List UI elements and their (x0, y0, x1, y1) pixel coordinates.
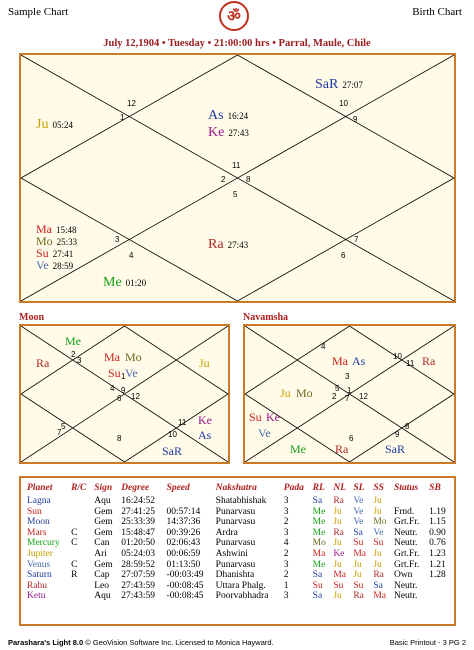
table-cell-nl: Su (333, 580, 344, 591)
table-cell-rc (69, 496, 92, 507)
navamsha-planet-su: Su (249, 410, 262, 424)
table-cell-pada: 3 (283, 559, 289, 570)
house-number-9: 9 (121, 386, 126, 395)
table-cell-planet: Venus (27, 559, 51, 570)
moon-planet-sar: SaR (162, 444, 183, 458)
table-cell-sb: 0.90 (429, 527, 446, 538)
planet-degree: 28:59 (52, 261, 74, 271)
house-number-7: 7 (57, 428, 62, 437)
table-cell-nak: Shatabhishak (215, 496, 267, 506)
table-cell-speed: -00:08:45 (166, 591, 204, 602)
footer-copyright: © GeoVision Software Inc. Licensed to Monica Hayward. (85, 638, 274, 647)
table-cell-rl: Me (312, 527, 326, 538)
table-cell-sign: Gem (94, 559, 113, 570)
house-number-4: 4 (321, 342, 326, 351)
table-cell-status: Frnd. (393, 506, 415, 517)
navamsha-planet-mo: Mo (296, 386, 313, 400)
om-logo-text: ॐ (227, 7, 241, 25)
table-cell-nl: Ra (333, 496, 344, 506)
planet-rahu (208, 235, 248, 253)
table-cell-rc: C (71, 538, 78, 549)
table-cell-speed: 00:39:26 (166, 527, 201, 538)
table-cell-rc: C (71, 559, 78, 570)
house-number-2: 2 (332, 392, 337, 401)
house-number-2: 2 (221, 175, 226, 184)
table-cell-sb: 1.21 (429, 559, 446, 570)
column-header: Speed (166, 483, 190, 493)
planet-label: Ma (36, 222, 52, 236)
table-cell-pada: 3 (283, 527, 289, 538)
planet-saturn (315, 75, 363, 93)
moon-planet-ke: Ke (198, 413, 212, 427)
table-cell-status: Grt.Fr. (393, 517, 420, 528)
moon-planet-su: Su (108, 366, 121, 380)
planet-degree: 27:07 (342, 80, 363, 90)
moon-planet-ve: Ve (125, 366, 138, 380)
table-cell-pada: 3 (283, 506, 289, 517)
table-row (25, 528, 452, 539)
planet-label: Me (103, 275, 122, 290)
table-cell-planet: Moon (27, 517, 50, 528)
table-cell-sb: 1.19 (429, 506, 446, 517)
house-number-12: 12 (131, 392, 140, 401)
house-number-11: 11 (178, 418, 187, 427)
table-cell-ss: Sa (373, 580, 383, 591)
navamsha-planet-ra-bottom: Ra (335, 442, 349, 456)
house-number-1: 1 (347, 386, 352, 395)
navamsha-planet-as: As (352, 354, 366, 368)
table-cell-status (392, 496, 427, 507)
moon-planet-me: Me (65, 334, 81, 348)
table-row (25, 581, 452, 592)
moon-planet-ju: Ju (199, 356, 210, 370)
table-cell-ss: Ju (373, 559, 382, 570)
house-number-10: 10 (168, 430, 177, 439)
footer-right: Basic Printout - 3 PG 2 (389, 638, 466, 647)
table-cell-status: Neutr. (393, 538, 418, 549)
table-cell-rc (69, 517, 92, 528)
table-cell-nak: Ardra (215, 527, 238, 538)
table-row (25, 549, 452, 560)
planet-degree: 16:24 (227, 111, 249, 121)
table-cell-planet: Lagna (27, 496, 51, 506)
navamsha-planet-sar: SaR (385, 442, 406, 456)
house-number-8: 8 (246, 175, 251, 184)
table-cell-degree: 05:24:03 (121, 548, 155, 559)
table-cell-sb (427, 581, 452, 592)
table-cell-speed: -00:08:45 (166, 580, 204, 591)
house-number-1: 1 (121, 372, 126, 381)
table-cell-ss: Mo (373, 517, 387, 528)
table-cell-degree: 01:20:50 (121, 538, 155, 549)
planet-degree: 01:20 (125, 278, 147, 288)
table-cell-nl: Ju (333, 591, 342, 602)
navamsha-planet-ju: Ju (280, 386, 291, 400)
house-number-2: 2 (71, 350, 76, 359)
house-number-11: 11 (406, 359, 415, 368)
table-cell-sign: Cap (94, 570, 110, 581)
planet-table-panel (19, 476, 456, 626)
table-cell-sb: 0.76 (429, 538, 446, 549)
navamsha-planet-ve: Ve (258, 426, 271, 440)
house-number-3: 3 (115, 235, 120, 244)
table-cell-nl: Ju (333, 538, 342, 549)
table-cell-ss: Ju (373, 548, 382, 559)
house-number-6: 6 (341, 251, 346, 260)
moon-chart (19, 324, 230, 464)
planet-degree: 05:24 (52, 120, 73, 130)
main-chart (19, 53, 456, 303)
house-number-7: 7 (345, 394, 350, 403)
planet-label: Mo (36, 234, 53, 248)
footer-app-name: Parashara's Light 8.0 (8, 638, 84, 647)
navamsha-planet-ke: Ke (266, 410, 280, 424)
table-cell-status: Own (393, 570, 413, 581)
table-cell-planet: Saturn (27, 570, 52, 581)
table-cell-degree: 28:59:52 (121, 559, 155, 570)
table-cell-rl: Sa (312, 591, 323, 602)
table-cell-rc (69, 581, 92, 592)
table-cell-ss: Ju (373, 506, 382, 517)
column-header: Planet (27, 483, 53, 493)
house-number-6: 6 (349, 434, 354, 443)
table-cell-speed: 14:37:36 (166, 517, 201, 528)
house-number-10: 10 (339, 99, 348, 108)
table-cell-planet: Ketu (27, 591, 46, 602)
table-cell-ss: Ju (373, 496, 382, 506)
table-cell-pada: 1 (283, 580, 289, 591)
table-row (25, 570, 452, 581)
table-cell-planet: Rahu (27, 580, 48, 591)
table-cell-sl: Ju (353, 570, 362, 581)
planet-degree: 25:33 (56, 237, 78, 247)
column-header: Pada (283, 483, 304, 493)
table-cell-pada: 4 (283, 538, 289, 549)
table-cell-ss: Ma (373, 591, 386, 602)
table-cell-status: Neutr. (393, 527, 418, 538)
table-cell-planet: Mars (27, 527, 47, 538)
table-cell-planet: Sun (27, 506, 42, 517)
house-number-9: 9 (353, 115, 358, 124)
table-cell-status: Grt.Fr. (393, 548, 420, 559)
table-cell-speed: -00:03:49 (166, 570, 204, 581)
planet-ascendant (208, 106, 248, 124)
table-cell-rl: Sa (312, 496, 323, 506)
table-cell-degree: 15:48:47 (121, 527, 155, 538)
table-cell-degree: 27:41:25 (121, 506, 155, 517)
table-cell-rc (69, 591, 92, 602)
table-cell-status: Neutr. (393, 591, 418, 602)
table-cell-nak: Punarvasu (215, 506, 256, 517)
table-cell-degree: 27:43:59 (121, 591, 155, 602)
chart-type-label: Birth Chart (412, 6, 462, 18)
table-cell-sl: Ve (353, 506, 364, 517)
planet-ketu (208, 123, 249, 141)
table-cell-sb (427, 591, 452, 602)
house-number-5: 5 (335, 384, 340, 393)
navamsha-planet-me: Me (290, 442, 306, 456)
house-number-1: 1 (120, 113, 125, 122)
house-number-8: 8 (405, 422, 410, 431)
column-header: Degree (121, 483, 150, 493)
house-number-5: 5 (233, 190, 238, 199)
table-cell-rl: Me (312, 517, 326, 528)
column-header: SB (429, 483, 441, 493)
column-header: NL (333, 483, 346, 493)
birth-details: July 12,1904 • Tuesday • 21:00:00 hrs • Parral, Maule, Chile (103, 38, 371, 49)
column-header: RL (312, 483, 325, 493)
house-number-4: 4 (110, 384, 115, 393)
table-cell-sb: 1.28 (429, 570, 446, 581)
house-number-12: 12 (359, 392, 368, 401)
navamsha-chart (243, 324, 456, 464)
table-cell-rl: Sa (312, 570, 323, 581)
house-number-8: 8 (117, 434, 122, 443)
column-header: SS (373, 483, 384, 493)
table-cell-nl: Ju (333, 506, 342, 517)
table-cell-sign: Aqu (94, 496, 111, 506)
table-cell-nak: Uttara Phalg. (215, 580, 266, 591)
planet-venus (36, 256, 73, 274)
table-cell-degree: 25:33:39 (121, 517, 155, 528)
table-cell-status: Grt.Fr. (393, 559, 420, 570)
table-cell-sl: Ve (353, 496, 364, 506)
planet-label: Su (36, 246, 49, 260)
table-cell-sign: Can (94, 538, 110, 549)
table-cell-sl: Ra (353, 591, 364, 602)
planet-degree: 27:43 (227, 240, 249, 250)
table-cell-planet: Jupiter (27, 548, 53, 559)
om-logo (219, 1, 249, 31)
table-cell-sign: Aqu (94, 591, 111, 602)
table-cell-pada: 3 (283, 591, 289, 602)
table-cell-speed: 01:13:50 (166, 559, 201, 570)
table-cell-nak: Dhanishta (215, 570, 255, 581)
navamsha-planet-ma: Ma (332, 354, 348, 368)
planet-jupiter (36, 115, 73, 133)
table-cell-rl: Mo (312, 538, 326, 549)
moon-planet-mo: Mo (125, 350, 142, 364)
house-number-5: 5 (61, 422, 66, 431)
table-row (25, 591, 452, 602)
table-cell-sb: 1.15 (429, 517, 446, 528)
planet-label: Ve (36, 258, 49, 272)
table-cell-rl: Me (312, 506, 326, 517)
planet-table (25, 480, 452, 602)
table-row (25, 496, 452, 507)
table-cell-speed: 00:06:59 (166, 548, 201, 559)
house-number-7: 7 (354, 235, 359, 244)
house-number-12: 12 (127, 99, 136, 108)
planet-label: SaR (315, 77, 339, 92)
table-cell-sl: Ve (353, 517, 364, 528)
table-cell-status: Neutr. (393, 580, 418, 591)
table-cell-degree: 16:24:52 (121, 496, 155, 506)
table-row (25, 560, 452, 571)
table-cell-nl: Ke (333, 548, 345, 559)
table-cell-sb (427, 496, 452, 507)
navamsha-chart-title: Navamsha (243, 312, 289, 323)
planet-label: Ju (36, 117, 49, 132)
table-cell-ss: Ra (373, 570, 384, 581)
house-number-11: 11 (232, 161, 241, 170)
table-header-row (25, 480, 452, 496)
table-cell-nak: Punarvasu (215, 538, 256, 549)
table-cell-planet: Mercury (27, 538, 60, 549)
house-number-9: 9 (395, 430, 400, 439)
table-cell-sl: Ma (353, 548, 366, 559)
main-chart-grid (21, 55, 454, 301)
table-cell-nl: Ju (333, 559, 342, 570)
table-cell-sl: Ju (353, 559, 362, 570)
table-cell-pada: 2 (283, 548, 289, 559)
table-cell-speed (165, 496, 214, 507)
moon-planet-ra: Ra (36, 356, 50, 370)
planet-degree: 15:48 (56, 225, 77, 235)
table-cell-sl: Sa (353, 527, 363, 538)
table-cell-speed: 02:06:43 (166, 538, 201, 549)
table-cell-rl: Su (312, 580, 323, 591)
house-number-6: 6 (117, 394, 122, 403)
table-cell-nak: Ashwini (215, 548, 248, 559)
planet-mercury (103, 273, 146, 291)
table-cell-pada: 2 (283, 570, 289, 581)
table-cell-rc: C (71, 527, 78, 538)
table-row (25, 517, 452, 528)
table-cell-degree: 27:43:59 (121, 580, 155, 591)
table-cell-sign: Gem (94, 517, 113, 528)
table-cell-rc: R (71, 570, 78, 581)
planet-label: Ke (208, 125, 225, 140)
table-cell-degree: 27:07:59 (121, 570, 155, 581)
moon-chart-title: Moon (19, 312, 44, 323)
table-cell-nl: Ma (333, 570, 346, 581)
table-cell-ss: Su (373, 538, 384, 549)
planet-label: Ra (208, 237, 224, 252)
table-cell-sign: Ari (94, 548, 107, 559)
table-row (25, 507, 452, 518)
navamsha-planet-ra-right: Ra (422, 354, 436, 368)
table-row (25, 538, 452, 549)
planet-label: As (208, 108, 224, 123)
house-number-4: 4 (129, 251, 134, 260)
table-cell-ss: Ve (373, 527, 384, 538)
chart-title: Sample Chart (8, 6, 69, 18)
footer-left (8, 638, 274, 647)
table-cell-rc (69, 549, 92, 560)
table-cell-rl: Ma (312, 548, 326, 559)
table-cell-rc (69, 507, 92, 518)
planet-degree: 27:43 (228, 128, 249, 138)
table-cell-sl: Su (353, 580, 364, 591)
table-cell-rl: Me (312, 559, 326, 570)
table-cell-pada: 3 (283, 496, 289, 506)
table-cell-sign: Gem (94, 527, 113, 538)
table-cell-pada: 2 (283, 517, 289, 528)
column-header: SL (353, 483, 365, 493)
house-number-10: 10 (393, 352, 402, 361)
table-cell-nak: Poorvabhadra (215, 591, 269, 602)
column-header: Status (393, 483, 419, 493)
table-cell-speed: 00:57:14 (166, 506, 201, 517)
column-header: Nakshatra (215, 483, 257, 493)
column-header: Sign (94, 483, 113, 493)
table-cell-sign: Leo (94, 580, 110, 591)
table-cell-sign: Gem (94, 506, 113, 517)
column-header: R/C (71, 483, 87, 493)
planet-degree: 27:41 (52, 249, 74, 259)
house-number-3: 3 (345, 372, 350, 381)
table-cell-sl: Su (353, 538, 364, 549)
house-number-3: 3 (77, 356, 82, 365)
table-cell-sb: 1.23 (429, 548, 446, 559)
moon-planet-ma: Ma (104, 350, 120, 364)
table-cell-nak: Punarvasu (215, 517, 256, 528)
moon-planet-as: As (198, 428, 212, 442)
table-cell-nak: Punarvasu (215, 559, 256, 570)
table-cell-nl: Ra (333, 527, 344, 538)
table-cell-nl: Ju (333, 517, 342, 528)
